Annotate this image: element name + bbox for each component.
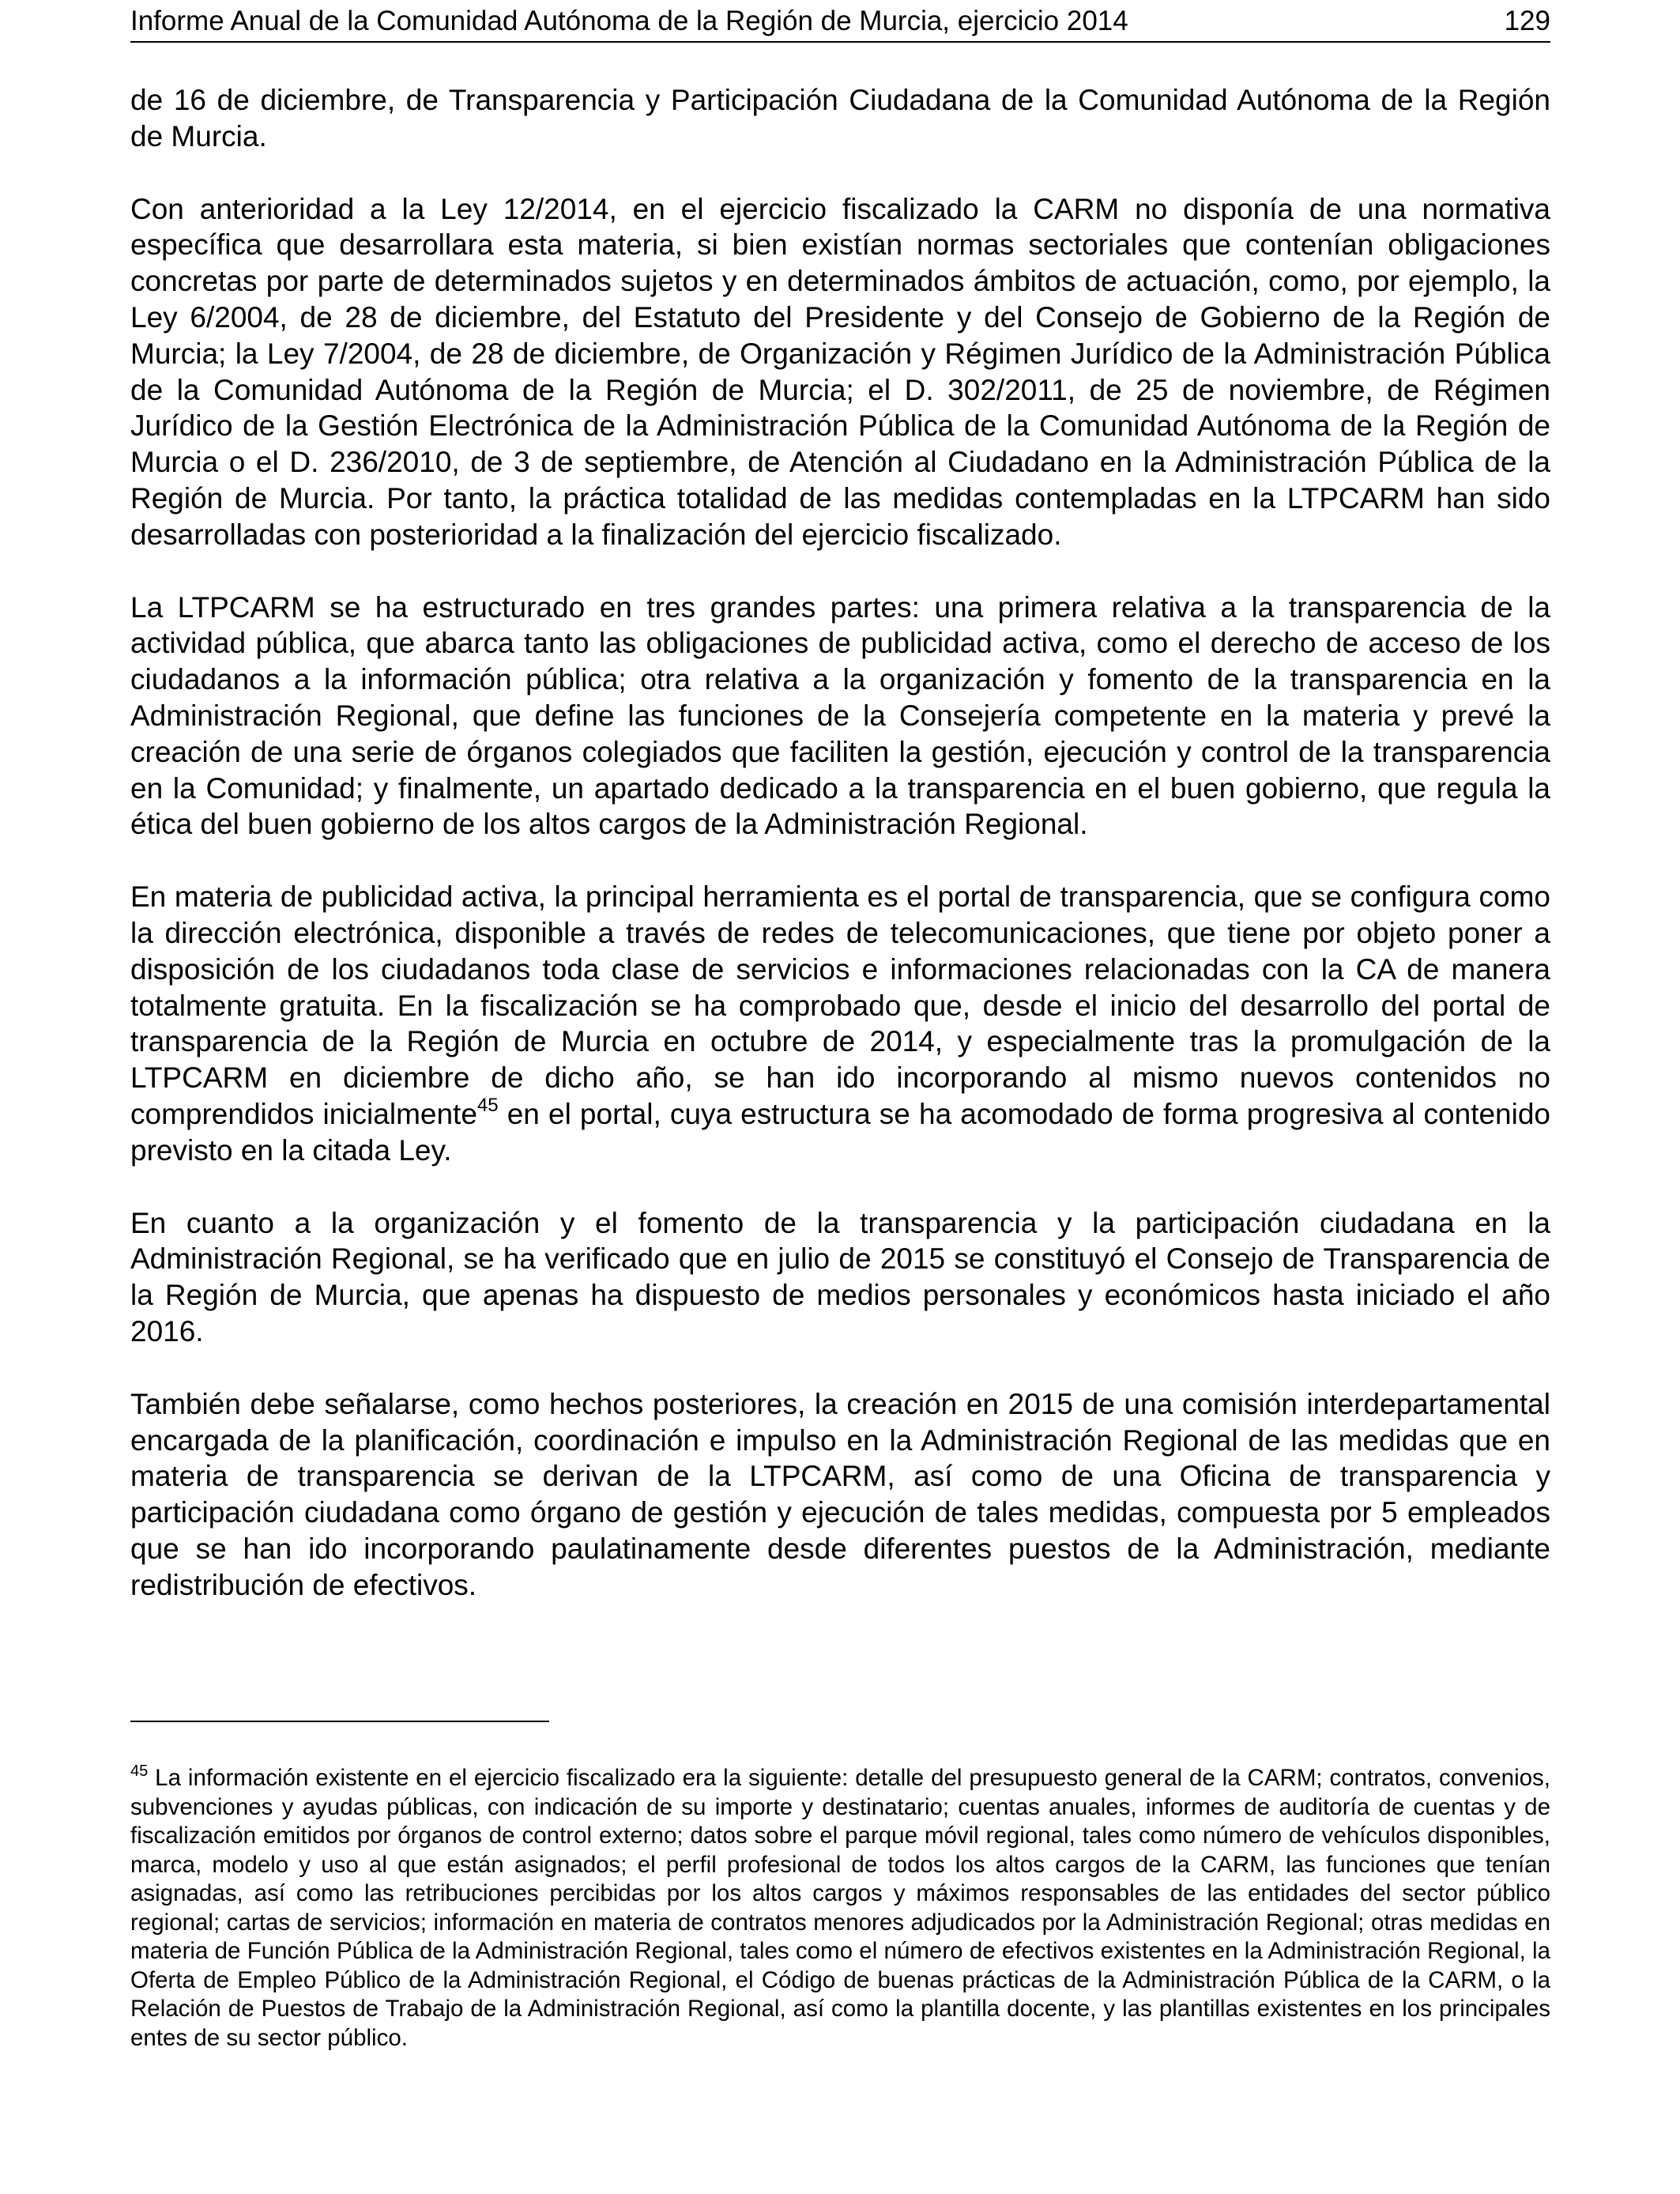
- paragraph-4-text-after: en el portal, cuya estructura se ha acomodado de forma progresiva al contenido previsto en la citada Ley.: [130, 1097, 1551, 1167]
- footnote-text: La información existente en el ejercicio fiscalizado era la siguiente: detalle del presupuesto general de la CARM; contratos, convenios, subvenciones y ayudas públicas, con indicación de su importe y destinatario; cuentas anuales, informes de auditoría de cuentas y de fiscalización emitidos por órganos de control externo; datos sobre el parque móvil regional, tales como número de vehículos disponibles, marca, modelo y uso al que están asignados; el perfil profesional de todos los altos cargos de la CARM, las funciones que tenían asignadas, así como las retribuciones percibidas por los altos cargos y máximos responsables de las entidades del sector público regional; cartas de servicios; información en materia de contratos menores adjudicados por la Administración Regional; otras medidas en materia de Función Pública de la Administración Regional, tales como el número de efectivos existentes en la Administración Regional, la Oferta de Empleo Público de la Administración Regional, el Código de buenas prácticas de la Administración Pública de la CARM, o la Relación de Puestos de Trabajo de la Administración Regional, así como la plantilla docente, y las plantillas existentes en los principales entes de su sector público.: [130, 1765, 1550, 2051]
- paragraph-6: También debe señalarse, como hechos posteriores, la creación en 2015 de una comisión interdepartamental encargada de la planificación, coordinación e impulso en la Administración Regional de las medidas que en materia de transparencia se derivan de la LTPCARM, así como de una Oficina de transparencia y participación ciudadana como órgano de gestión y ejecución de tales medidas, compuesta por 5 empleados que se han ido incorporando paulatinamente desde diferentes puestos de la Administración, mediante redistribución de efectivos.: [130, 1387, 1550, 1601]
- header-divider: [130, 41, 1550, 43]
- header-title: Informe Anual de la Comunidad Autónoma de la Región de Murcia, ejercicio 2014: [130, 6, 1128, 36]
- page-number: 129: [1504, 6, 1550, 36]
- paragraph-1: de 16 de diciembre, de Transparencia y Participación Ciudadana de la Comunidad Autónoma de la Región de Murcia.: [130, 84, 1550, 153]
- footnote-divider: [130, 1721, 549, 1722]
- paragraph-3: La LTPCARM se ha estructurado en tres grandes partes: una primera relativa a la transparencia de la actividad pública, que abarca tanto las obligaciones de publicidad activa, como el derecho de acceso de los ciudadanos a la información pública; otra relativa a la organización y fomento de la transparencia en la Administración Regional, que define las funciones de la Consejería competente en la materia y prevé la creación de una serie de órganos colegiados que faciliten la gestión, ejecución y control de la transparencia en la Comunidad; y finalmente, un apartado dedicado a la transparencia en el buen gobierno, que regula la ética del buen gobierno de los altos cargos de la Administración Regional.: [130, 590, 1550, 841]
- running-header: [130, 3, 1550, 40]
- paragraph-2: Con anterioridad a la Ley 12/2014, en el ejercicio fiscalizado la CARM no disponía de una normativa específica que desarrollara esta materia, si bien existían normas sectoriales que contenían obligaciones concretas por parte de determinados sujetos y en determinados ámbitos de actuación, como, por ejemplo, la Ley 6/2004, de 28 de diciembre, del Estatuto del Presidente y del Consejo de Gobierno de la Región de Murcia; la Ley 7/2004, de 28 de diciembre, de Organización y Régimen Jurídico de la Administración Pública de la Comunidad Autónoma de la Región de Murcia; el D. 302/2011, de 25 de noviembre, de Régimen Jurídico de la Gestión Electrónica de la Administración Pública de la Comunidad Autónoma de la Región de Murcia o el D. 236/2010, de 3 de septiembre, de Atención al Ciudadano en la Administración Pública de la Región de Murcia. Por tanto, la práctica totalidad de las medidas contempladas en la LTPCARM han sido desarrolladas con posterioridad a la finalización del ejercicio fiscalizado.: [130, 192, 1550, 551]
- body-text: [130, 82, 1550, 1639]
- footnote-reference[interactable]: 45: [477, 1094, 499, 1116]
- footnote-number: 45: [130, 1762, 149, 1780]
- paragraph-5: En cuanto a la organización y el fomento de la transparencia y la participación ciudadana en la Administración Regional, se ha verificado que en julio de 2015 se constituyó el Consejo de Transparencia de la Región de Murcia, que apenas ha dispuesto de medios personales y económicos hasta iniciado el año 2016.: [130, 1206, 1550, 1348]
- footnote: [130, 1764, 1550, 2053]
- paragraph-4: [130, 879, 1550, 1168]
- paragraph-4-text-before: En materia de publicidad activa, la principal herramienta es el portal de transparencia, que se configura como la dirección electrónica, disponible a través de redes de telecomunicaciones, que tiene por objeto poner a disposición de los ciudadanos toda clase de servicios e informaciones relacionadas con la CA de manera totalmente gratuita. En la fiscalización se ha comprobado que, desde el inicio del desarrollo del portal de transparencia de la Región de Murcia en octubre de 2014, y especialmente tras la promulgación de la LTPCARM en diciembre de dicho año, se han ido incorporando al mismo nuevos contenidos no comprendidos inicialmente: [130, 880, 1550, 1130]
